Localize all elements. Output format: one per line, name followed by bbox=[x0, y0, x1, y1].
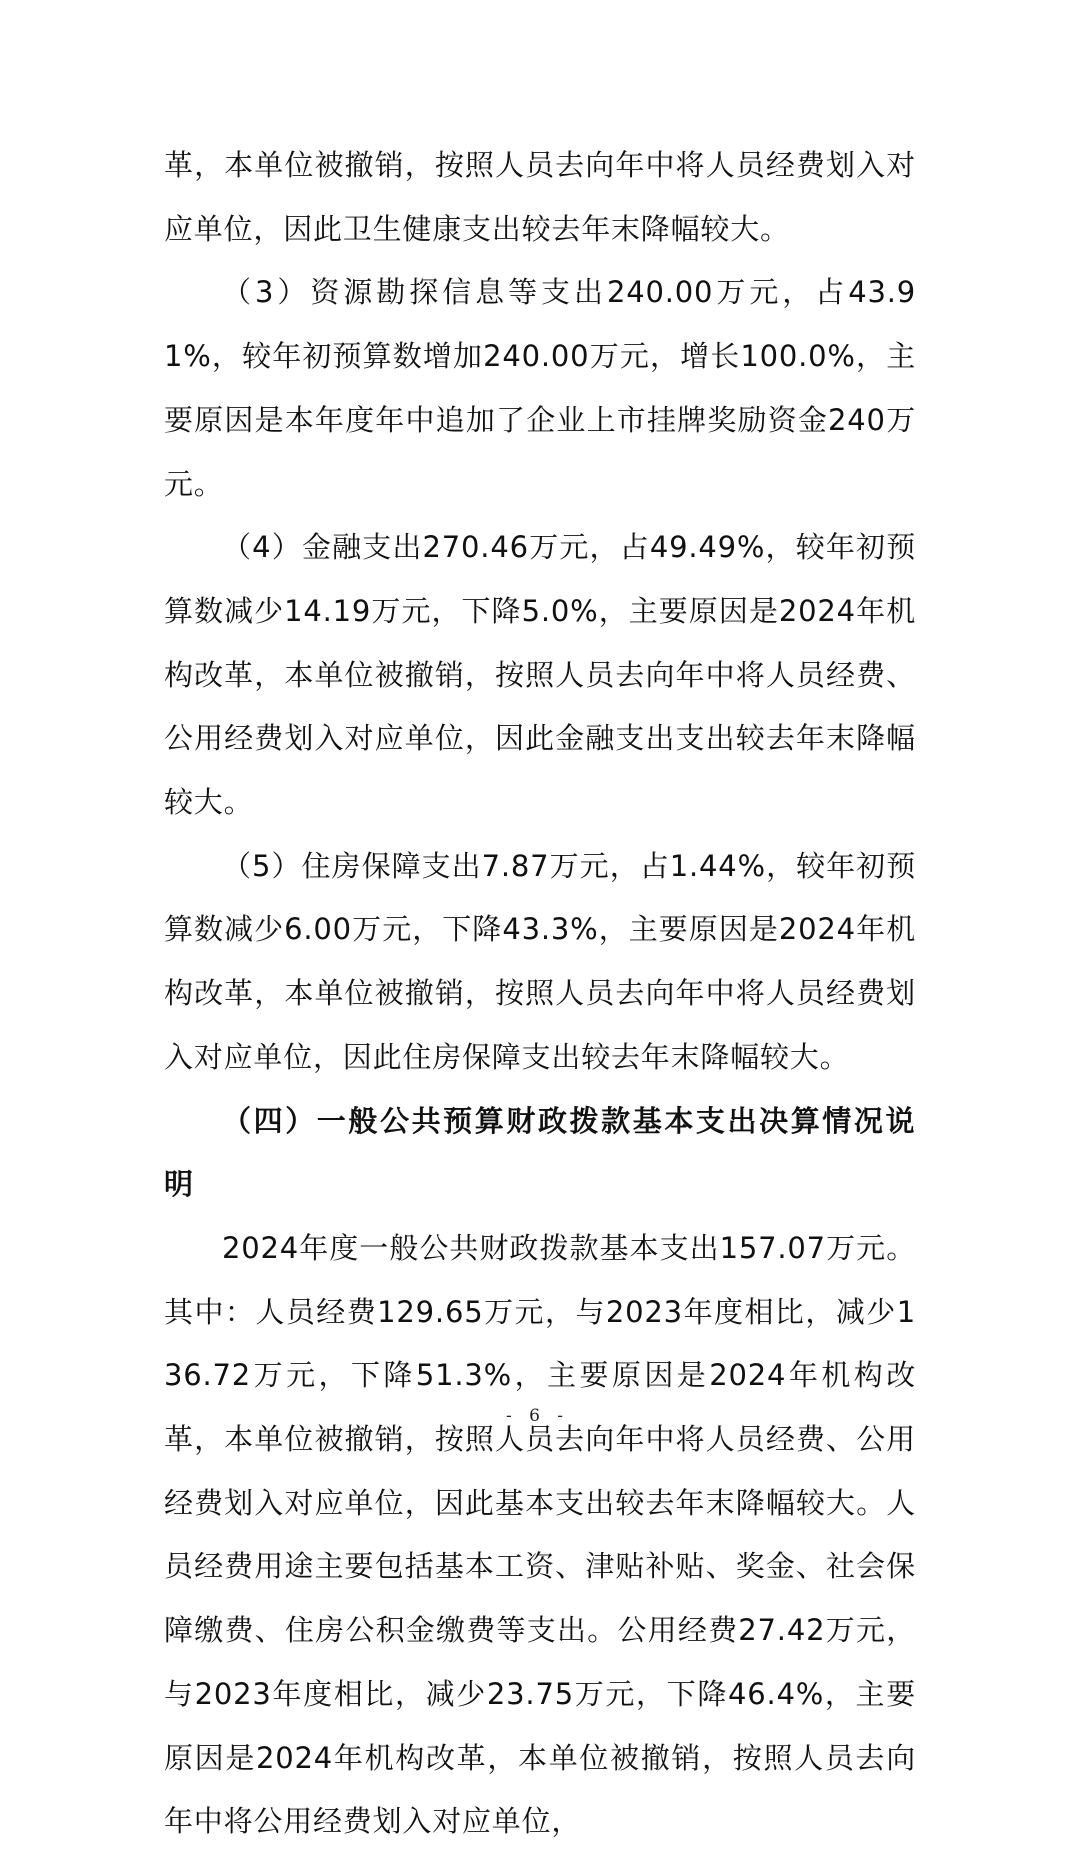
paragraph-financial-expenditure: （4）金融支出270.46万元，占49.49%，较年初预算数减少14.19万元，下降5.0%，主要原因是2024年机构改革，本单位被撤销，按照人员去向年中将人员经费、公用经费划入对应单位，因此金融支出支出较去年末降幅较大。 bbox=[164, 530, 916, 820]
paragraph-resource-exploration-expenditure: （3）资源勘探信息等支出240.00万元，占43.91%，较年初预算数增加240.00万元，增长100.0%，主要原因是本年度年中追加了企业上市挂牌奖励资金240万元。 bbox=[164, 275, 916, 501]
paragraph-basic-expenditure-details: 2024年度一般公共财政拨款基本支出157.07万元。其中：人员经费129.65万元，与2023年度相比，减少136.72万元，下降51.3%，主要原因是2024年机构改革，本单位被撤销，按照人员去向年中将人员经费、公用经费划入对应单位，因此基本支出较去年末降幅较大。人员经费用途主要包括基本工资、津贴补贴、奖金、社会保障缴费、住房公积金缴费等支出。公用经费27.42万元，与2023年度相比，减少23.75万元，下降46.4%，主要原因是2024年机构改革，本单位被撤销，按照人员去向年中将公用经费划入对应单位， bbox=[164, 1230, 916, 1839]
section-heading-basic-expenditure: （四）一般公共预算财政拨款基本支出决算情况说明 bbox=[164, 1103, 916, 1202]
page-number: - 6 - bbox=[505, 1406, 570, 1426]
document-body bbox=[164, 134, 916, 1854]
paragraph-health-expenditure-continuation: 革，本单位被撤销，按照人员去向年中将人员经费划入对应单位，因此卫生健康支出较去年末降幅较大。 bbox=[164, 148, 916, 246]
paragraph-housing-security-expenditure: （5）住房保障支出7.87万元，占1.44%，较年初预算数减少6.00万元，下降43.3%，主要原因是2024年机构改革，本单位被撤销，按照人员去向年中将人员经费划入对应单位，因此住房保障支出较去年末降幅较大。 bbox=[164, 848, 916, 1074]
